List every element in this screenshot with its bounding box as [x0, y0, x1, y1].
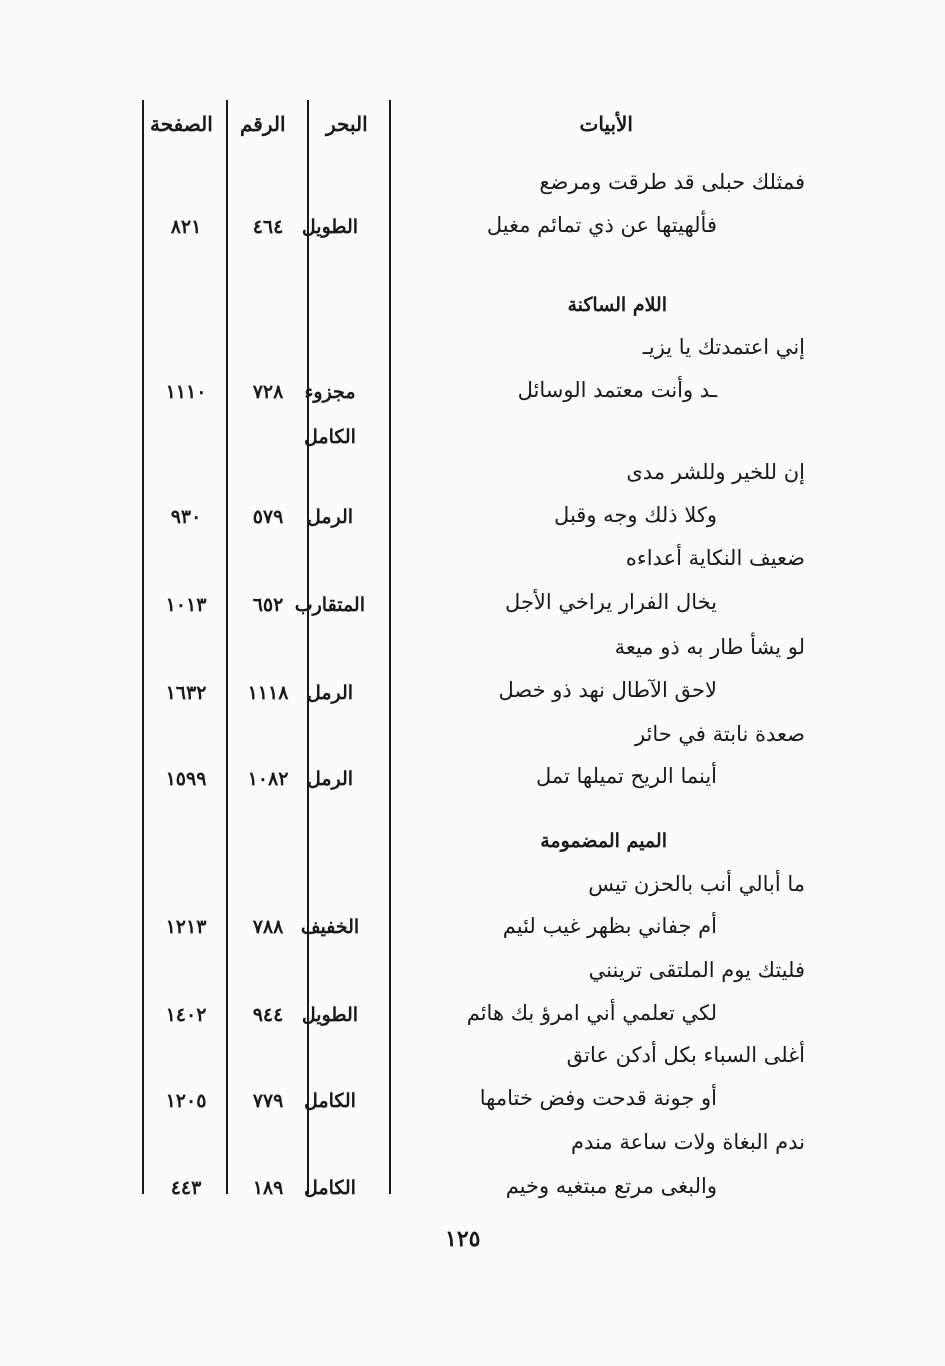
page-ref: ١٠١٣ — [165, 594, 207, 616]
header-page: الصفحة — [150, 112, 213, 136]
header-number: الرقم — [240, 112, 286, 136]
page-ref: ٨٢١ — [170, 216, 202, 238]
verse-line-1: لو يشأ طار به ذو ميعة — [614, 635, 805, 659]
verse-number: ٧٢٨ — [252, 381, 284, 403]
verse-line-1: ضعيف النكاية أعداءه — [625, 546, 805, 570]
header-verses: الأبيات — [579, 112, 633, 136]
verse-line-2: لاحق الآطال نهد ذو خصل — [498, 678, 717, 702]
verse-line-1: صعدة نابتة في حائر — [634, 722, 805, 746]
meter-continued: الكامل — [304, 426, 356, 448]
section-heading: الميم المضمومة — [540, 830, 667, 852]
verse-number: ١١١٨ — [247, 682, 289, 704]
verse-number: ٤٦٤ — [252, 216, 284, 238]
verse-line-1: ما أبالي أنب بالحزن تيس — [588, 872, 805, 896]
verse-number: ٧٧٩ — [252, 1090, 284, 1112]
verse-line-2: ـد وأنت معتمد الوسائل — [517, 378, 717, 402]
rule-meter-verses — [389, 100, 391, 1194]
verse-line-2: فألهيتها عن ذي تمائم مغيل — [486, 213, 717, 237]
meter: الرمل — [306, 682, 354, 704]
verse-line-1: فليتك يوم الملتقى ترينني — [588, 958, 805, 982]
verse-number: ٩٤٤ — [252, 1004, 284, 1026]
page-ref: ١٤٠٢ — [165, 1004, 207, 1026]
verse-number: ١٠٨٢ — [247, 768, 289, 790]
verse-line-1: أغلى السباء بكل أدكن عاتق — [566, 1043, 805, 1067]
verse-line-2: وكلا ذلك وجه وقبل — [554, 503, 717, 527]
page-ref: ٩٣٠ — [170, 506, 202, 528]
meter: الطويل — [301, 1004, 359, 1026]
page-ref: ١٦٣٢ — [165, 682, 207, 704]
verse-line-2: والبغى مرتع مبتغيه وخيم — [505, 1174, 717, 1198]
meter: الكامل — [304, 1090, 356, 1112]
verse-line-1: إن للخير وللشر مدى — [626, 460, 805, 484]
verse-line-2: لكي تعلمي أني امرؤ بك هائم — [466, 1001, 717, 1025]
rule-page-number — [226, 100, 228, 1194]
verse-line-1: فمثلك حبلى قد طرقت ومرضع — [539, 170, 805, 194]
verse-number: ٦٥٢ — [252, 594, 284, 616]
verse-line-2: أم جفاني بظهر غيب لئيم — [502, 914, 717, 938]
verse-number: ١٨٩ — [252, 1177, 284, 1199]
verse-line-1: إني اعتمدتك يا يزيـ — [642, 335, 805, 359]
verse-number: ٥٧٩ — [252, 506, 284, 528]
verse-line-2: يخال الفرار يراخي الأجل — [505, 590, 717, 614]
verse-number: ٧٨٨ — [252, 916, 284, 938]
page-ref: ١٢٠٥ — [165, 1090, 207, 1112]
page-ref: ٤٤٣ — [170, 1177, 202, 1199]
verse-line-2: أينما الريح تميلها تمل — [535, 764, 717, 788]
verse-line-2: أو جونة قدحت وفض ختامها — [479, 1086, 717, 1110]
page-number: ١٢٥ — [445, 1226, 481, 1252]
meter: الطويل — [301, 216, 359, 238]
meter: مجزوء — [304, 381, 356, 403]
page-ref: ١٢١٣ — [165, 916, 207, 938]
page-ref: ١٥٩٩ — [165, 768, 207, 790]
rule-left-edge — [142, 100, 144, 1194]
header-meter: البحر — [326, 112, 368, 136]
meter: الرمل — [306, 768, 354, 790]
page-ref: ١١١٠ — [165, 381, 207, 403]
meter: الكامل — [304, 1177, 356, 1199]
meter: الرمل — [306, 506, 354, 528]
rule-number-meter — [307, 100, 309, 1194]
verse-line-1: ندم البغاة ولات ساعة مندم — [571, 1130, 805, 1154]
meter: الخفيف — [300, 916, 360, 938]
section-heading: اللام الساكنة — [567, 294, 667, 316]
meter: المتقارب — [294, 594, 365, 616]
